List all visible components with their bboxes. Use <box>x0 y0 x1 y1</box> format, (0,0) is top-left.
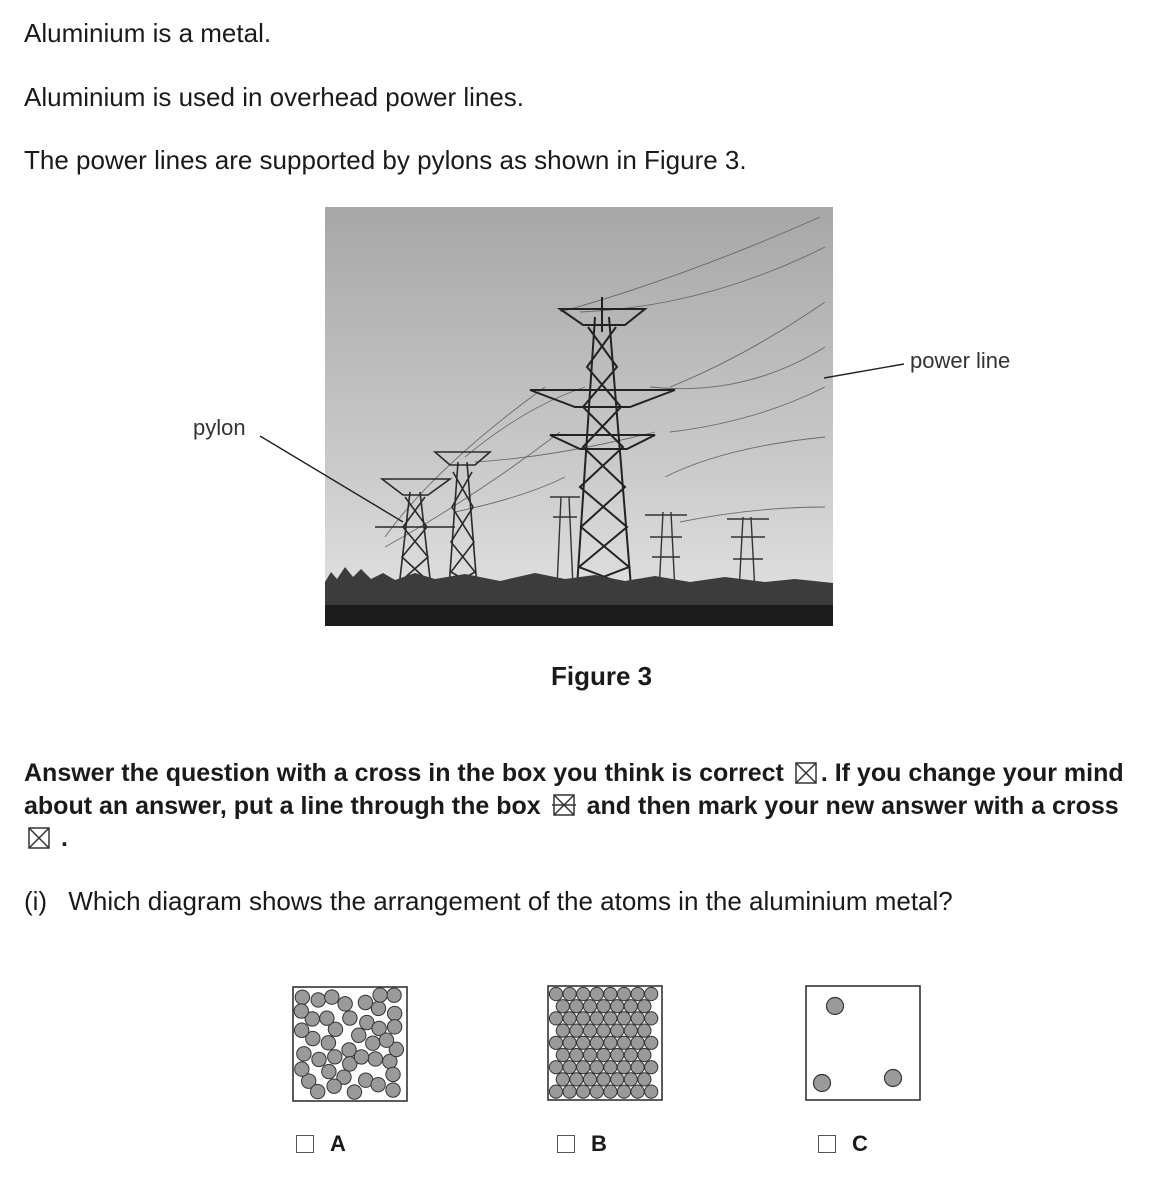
atom <box>295 1062 309 1076</box>
atom <box>563 1061 576 1074</box>
instruction-part3: and then mark your new answer with a cross <box>586 791 1119 820</box>
atom <box>570 1024 583 1037</box>
atom <box>645 1061 658 1074</box>
atom <box>379 1033 393 1047</box>
atom <box>387 988 401 1002</box>
atom <box>604 1012 617 1025</box>
struck-box-icon <box>552 793 576 817</box>
atom <box>563 1085 576 1098</box>
atom <box>638 1048 651 1061</box>
atom <box>604 1036 617 1049</box>
atom <box>638 1024 651 1037</box>
atom <box>617 1085 630 1098</box>
atom <box>556 1073 569 1086</box>
option-c[interactable] <box>818 1131 868 1157</box>
answer-checkbox[interactable] <box>557 1135 575 1153</box>
atom <box>311 993 325 1007</box>
atom <box>352 1028 366 1042</box>
atom <box>563 987 576 1000</box>
atom <box>295 990 309 1004</box>
instruction-part2: . If you change your mind about an answer, put a line through the box <box>24 759 1124 820</box>
diagram-a-liquid <box>292 986 408 1102</box>
option-a[interactable] <box>296 1131 346 1157</box>
atom <box>297 1047 311 1061</box>
crossed-box-icon <box>795 762 817 784</box>
paragraph-pylons: The power lines are supported by pylons as shown in Figure 3. <box>24 145 747 175</box>
atom <box>577 1085 590 1098</box>
atom <box>563 1012 576 1025</box>
atom <box>387 1020 401 1034</box>
atom <box>328 1050 342 1064</box>
atom <box>624 1000 637 1013</box>
atom <box>338 997 352 1011</box>
atom <box>631 1061 644 1074</box>
atom <box>624 1024 637 1037</box>
instructions <box>24 757 1144 855</box>
atom <box>597 1048 610 1061</box>
atom <box>645 987 658 1000</box>
atom <box>354 1050 368 1064</box>
atom <box>563 1036 576 1049</box>
atom <box>556 1048 569 1061</box>
instruction-part1: Answer the question with a cross in the box you think is correct <box>24 759 784 787</box>
atom <box>645 1012 658 1025</box>
atom <box>386 1067 400 1081</box>
atom <box>549 1012 562 1025</box>
atom <box>590 987 603 1000</box>
atom <box>577 987 590 1000</box>
atom <box>611 1024 624 1037</box>
option-letter: C <box>852 1131 868 1156</box>
atom <box>321 1036 335 1050</box>
atom <box>325 990 339 1004</box>
atom <box>624 1048 637 1061</box>
atom <box>597 1024 610 1037</box>
atom <box>638 1073 651 1086</box>
atom <box>590 1036 603 1049</box>
option-letter: A <box>330 1131 346 1156</box>
atom <box>556 1024 569 1037</box>
crossed-box-icon <box>28 827 50 849</box>
atom <box>577 1036 590 1049</box>
atom <box>645 1036 658 1049</box>
atom <box>604 987 617 1000</box>
atom <box>327 1079 341 1093</box>
atom <box>827 998 844 1015</box>
atom <box>549 1036 562 1049</box>
power-line-label: power line <box>910 348 1011 373</box>
atom <box>597 1000 610 1013</box>
atom <box>322 1064 336 1078</box>
atom <box>631 1012 644 1025</box>
atom <box>617 1036 630 1049</box>
atom <box>358 995 372 1009</box>
atom <box>604 1061 617 1074</box>
atom <box>814 1075 831 1092</box>
atom <box>387 1006 401 1020</box>
atom <box>312 1052 326 1066</box>
atom <box>590 1012 603 1025</box>
atom <box>597 1073 610 1086</box>
atom <box>590 1061 603 1074</box>
atom <box>386 1083 400 1097</box>
diagram-c-gas <box>805 985 921 1101</box>
atom <box>373 988 387 1002</box>
atom <box>549 1061 562 1074</box>
atom <box>577 1012 590 1025</box>
atom <box>366 1036 380 1050</box>
atom <box>549 1085 562 1098</box>
atom <box>617 1012 630 1025</box>
atom <box>583 1048 596 1061</box>
option-b[interactable] <box>557 1131 607 1157</box>
question-text: Which diagram shows the arrangement of the atoms in the aluminium metal? <box>68 886 953 916</box>
atom <box>583 1000 596 1013</box>
atom <box>624 1073 637 1086</box>
atom <box>294 1004 308 1018</box>
atom <box>611 1073 624 1086</box>
atom <box>570 1073 583 1086</box>
paragraph-metal: Aluminium is a metal. <box>24 18 272 48</box>
answer-checkbox[interactable] <box>818 1135 836 1153</box>
atom <box>570 1048 583 1061</box>
pylon-label: pylon <box>193 415 246 440</box>
atom <box>310 1084 324 1098</box>
figure-caption: Figure 3 <box>551 661 653 691</box>
atom <box>583 1024 596 1037</box>
atom <box>320 1011 334 1025</box>
question-number: (i) <box>24 886 48 916</box>
atom <box>638 1000 651 1013</box>
atom <box>570 1000 583 1013</box>
atom <box>885 1070 902 1087</box>
instruction-part4: . <box>60 824 68 852</box>
atom <box>368 1052 382 1066</box>
atom <box>617 987 630 1000</box>
atom <box>611 1000 624 1013</box>
atom <box>556 1000 569 1013</box>
atom <box>347 1085 361 1099</box>
atom <box>631 987 644 1000</box>
atom <box>294 1023 308 1037</box>
atom <box>343 1011 357 1025</box>
atom <box>645 1085 658 1098</box>
paragraph-power-lines: Aluminium is used in overhead power lines. <box>24 82 525 112</box>
answer-checkbox[interactable] <box>296 1135 314 1153</box>
atom <box>583 1073 596 1086</box>
atom <box>617 1061 630 1074</box>
option-letter: B <box>591 1131 607 1156</box>
diagram-b-lattice <box>547 985 663 1101</box>
atom <box>371 1077 385 1091</box>
atom <box>631 1036 644 1049</box>
atom <box>590 1085 603 1098</box>
atom <box>549 987 562 1000</box>
question <box>24 886 953 917</box>
atom <box>371 1001 385 1015</box>
atom <box>604 1085 617 1098</box>
atom <box>631 1085 644 1098</box>
atom <box>577 1061 590 1074</box>
atom <box>611 1048 624 1061</box>
